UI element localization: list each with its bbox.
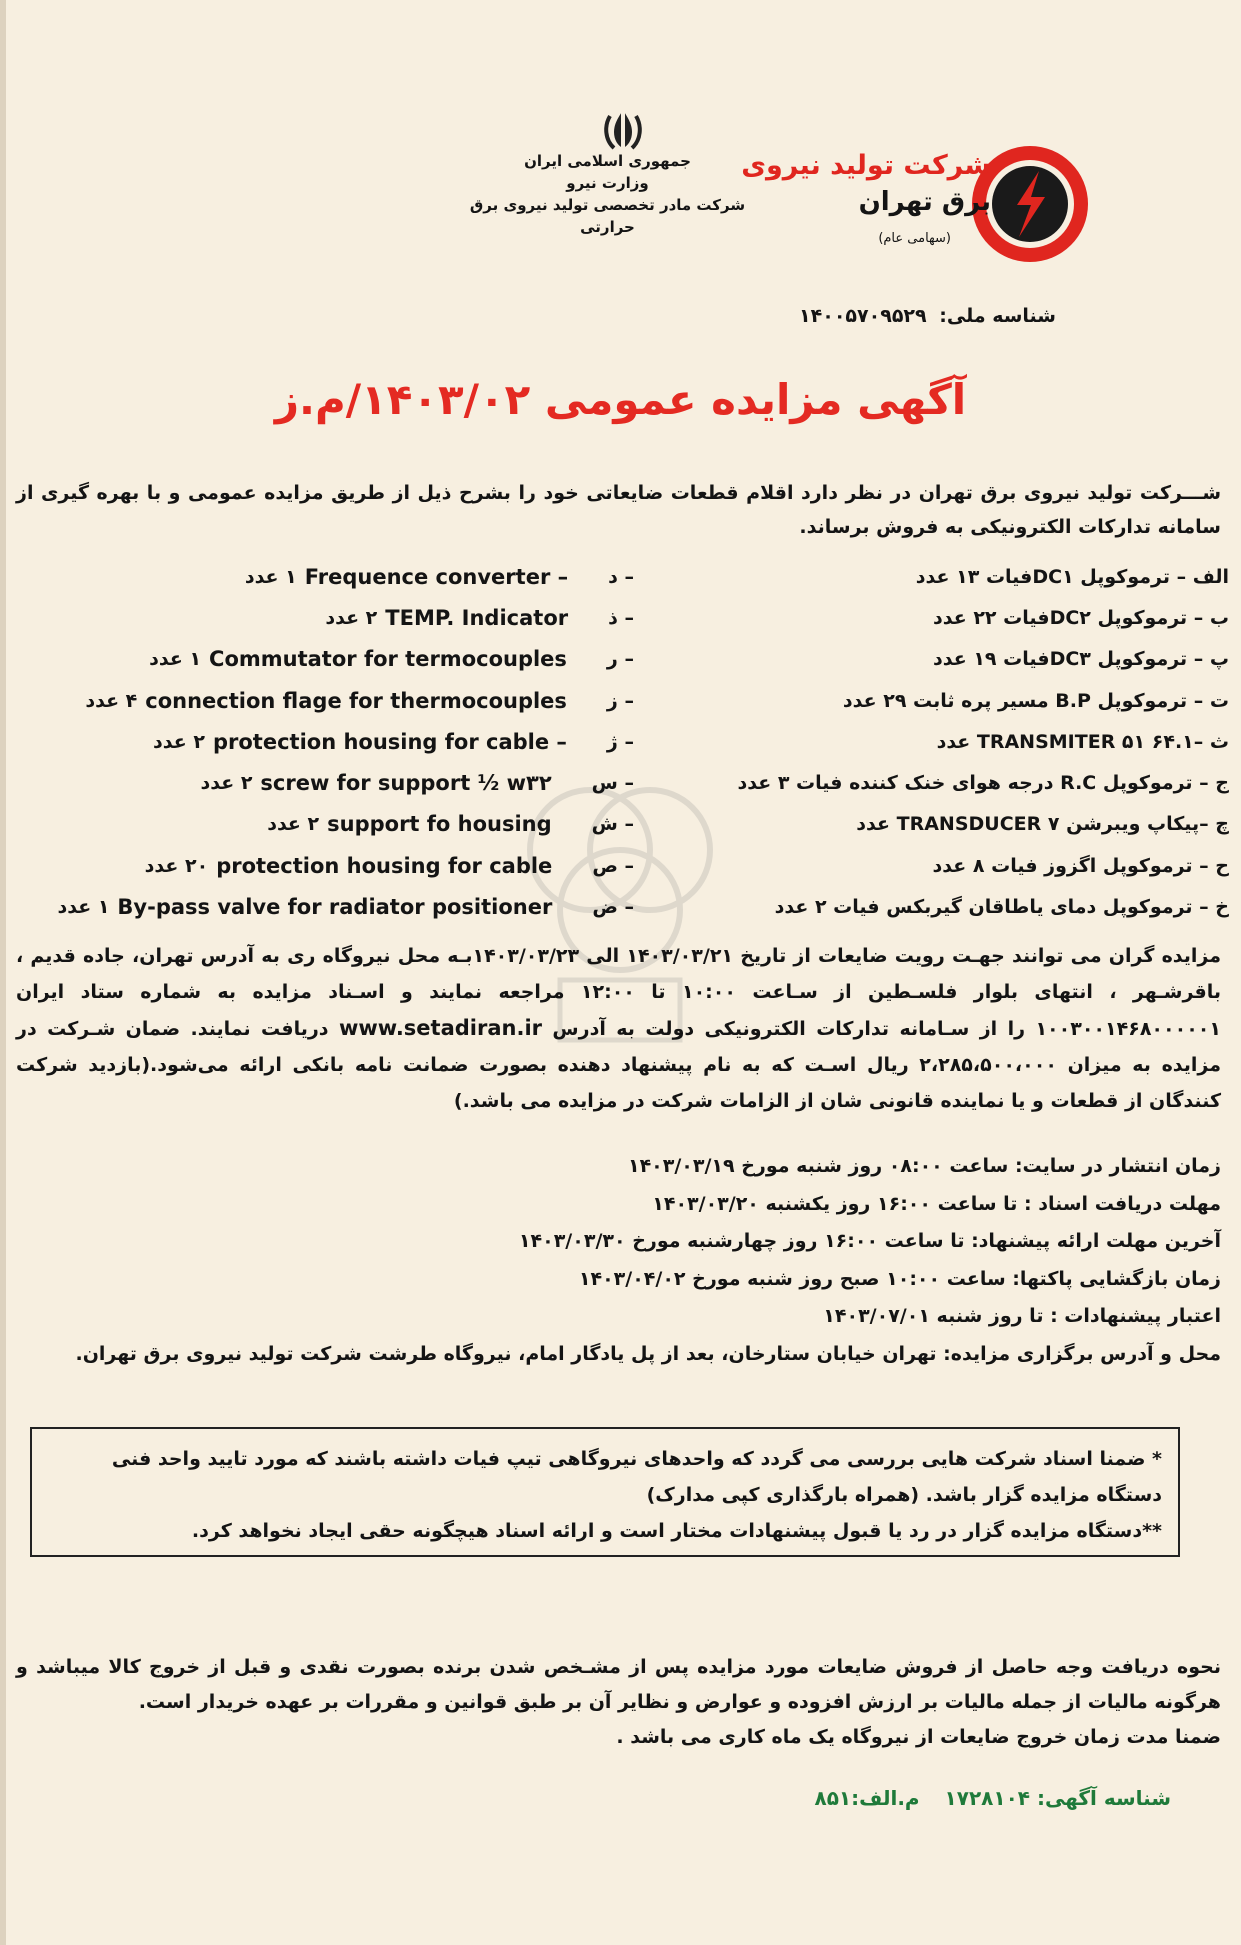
list-item: ب – ترموکوپل DC۲فیات ۲۲ عدد — [932, 606, 1229, 629]
list-item: پ – ترموکوپل DC۳فیات ۱۹ عدد — [932, 648, 1229, 671]
payment-line: نحوه دریافت وجه حاصل از فروش ضایعات مورد مزایده پس از مشـخص شدن برنده بصورت نقدی و قبل از خروج کالا میباشد و هرگونه مالیات از جمله مالیات بر ارزش افزوده و عوارض و نظایر آن بر طبق قوانین و مقررات بر عهده خریدار است. — [16, 1656, 1221, 1713]
list-item: ث –۶۴.۱ TRANSMITER ۵۱ عدد — [936, 730, 1229, 753]
gov-line1: جمهوری اسلامی ایران — [524, 152, 691, 170]
national-emblem-icon — [600, 106, 646, 152]
ministry-block — [440, 150, 775, 238]
item-letter: ز – — [606, 689, 634, 712]
item-letter: ژ – — [606, 730, 634, 753]
schedule-list — [16, 1148, 1221, 1373]
item-name: protection housing for cable — [216, 853, 553, 878]
item-qty: ۱ عدد — [149, 648, 202, 671]
ad-id-code: م.الف:۸۵۱ — [814, 1786, 920, 1810]
items-list-english — [14, 556, 634, 928]
list-item: الف – ترموکوپل DC۱فیات ۱۳ عدد — [915, 565, 1229, 588]
item-qty: ۱ عدد — [244, 565, 297, 588]
schedule-docs-deadline: مهلت دریافت اسناد : تا ساعت ۱۶:۰۰ روز یکشنبه ۱۴۰۳/۰۳/۲۰ — [652, 1192, 1221, 1215]
schedule-publish: زمان انتشار در سایت: ساعت ۰۸:۰۰ روز شنبه مورخ ۱۴۰۳/۰۳/۱۹ — [627, 1155, 1221, 1177]
item-name: Commutator for termocouples — [209, 647, 567, 672]
note-item: * ضمنا اسناد شرکت هایی بررسی می گردد که واحدهای نیروگاهی تیپ فیات داشته باشند که مورد تایید واحد فنی دستگاه مزایده گزار باشد. (همراه بارگذاری کپی مدارک) — [111, 1448, 1162, 1506]
list-item — [14, 639, 634, 680]
setadiran-link[interactable]: www.setadiran.ir — [338, 1016, 542, 1040]
list-item — [14, 886, 634, 927]
intro-paragraph: شـــرکت تولید نیروی برق تهران در نظر دارد اقلام قطعات ضایعاتی خود را بشرح ذیل از طریق مزایده عمومی و با بهره گیری از سامانه تدارکات الکترونیکی به فروش برساند. — [16, 482, 1221, 538]
payment-terms — [16, 1650, 1221, 1755]
item-name: By-pass valve for radiator positioner — [117, 895, 553, 920]
item-name: TEMP. Indicator — [385, 605, 569, 630]
list-item — [14, 597, 634, 638]
item-qty: ۴ عدد — [85, 689, 138, 712]
item-letter: س – — [591, 772, 634, 795]
company-type: (سهامی عام) — [878, 231, 951, 246]
item-letter: د – — [608, 565, 634, 588]
list-item: خ – ترموکوپل دمای یاطاقان گیربکس فیات ۲ عدد — [774, 896, 1229, 919]
details-text-part2: دریافت نمایند. ضمان شـرکت در مزایده به میزان ۲،۲۸۵،۵۰۰،۰۰۰ ریال اسـت که به نام پیشنهاد دهنده بصورت ضمانت نامه بانکی ارائه می‌شود.(بازدید شرکت کنندگان از قطعات و یا نماینده قانونی شان از الزامات شرکت در مزایده می باشد.) — [16, 1018, 1221, 1112]
schedule-validity: اعتبار پیشنهادات : تا روز شنبه ۱۴۰۳/۰۷/۰۱ — [823, 1305, 1221, 1327]
item-qty: ۲ عدد — [153, 730, 205, 753]
details-paragraph — [16, 938, 1221, 1119]
list-item: ج – ترموکوپل R.C درجه هوای خنک کننده فیات ۳ عدد — [737, 772, 1229, 795]
notes-box — [30, 1427, 1180, 1557]
company-name-line2: برق تهران — [858, 187, 991, 217]
list-item — [14, 721, 634, 762]
ad-id-label: شناسه آگهی: ۱۷۲۸۱۰۴ — [944, 1786, 1171, 1810]
item-letter: ذ – — [608, 606, 634, 629]
item-name: screw for support ½ w۳۲ — [260, 771, 552, 796]
schedule-opening: زمان بازگشایی پاکتها: ساعت ۱۰:۰۰ صبح روز شنبه مورخ ۱۴۰۳/۰۴/۰۲ — [578, 1267, 1221, 1290]
list-item — [14, 845, 634, 886]
item-qty: ۲۰ عدد — [144, 854, 209, 877]
auction-address: محل و آدرس برگزاری مزایده: تهران خیابان ستارخان، بعد از پل یادگار امام، نیروگاه طرشت شرکت تولید نیروی برق تهران. — [75, 1342, 1221, 1365]
list-item: ت – ترموکوپل B.P مسیر پره ثابت ۲۹ عدد — [842, 689, 1229, 712]
gov-line2: وزارت نیرو — [566, 174, 649, 192]
item-qty: ۲ عدد — [200, 772, 253, 795]
item-name: support fo housing — [327, 812, 552, 837]
list-item — [14, 556, 634, 597]
national-id-value: ۱۴۰۰۵۷۰۹۵۲۹ — [799, 305, 927, 327]
gov-line3: شرکت مادر تخصصی تولید نیروی برق حرارتی — [469, 196, 746, 236]
item-qty: ۱ عدد — [57, 896, 110, 919]
note-item: **دستگاه مزایده گزار در رد یا قبول پیشنهادات مختار است و ارائه اسناد هیچگونه حقی ایجاد نخواهد کرد. — [191, 1520, 1162, 1542]
list-item — [14, 762, 634, 803]
national-id-label: شناسه ملی: — [939, 305, 1056, 327]
item-qty: ۲ عدد — [267, 813, 320, 836]
item-name: Frequence converter – — [304, 564, 569, 589]
item-letter: ص – — [592, 854, 634, 877]
item-letter: ر – — [606, 648, 634, 671]
list-item — [14, 680, 634, 721]
list-item: چ –پیکاپ ویبرشن TRANSDUCER ۷ عدد — [856, 813, 1229, 836]
ad-identifier — [815, 1786, 1171, 1810]
schedule-bid-deadline: آخرین مهلت ارائه پیشنهاد: تا ساعت ۱۶:۰۰ روز چهارشنبه مورخ ۱۴۰۳/۰۳/۳۰ — [518, 1230, 1221, 1252]
national-id — [799, 305, 1056, 327]
company-name-line1: شرکت تولید نیروی — [741, 150, 991, 181]
item-letter: ض – — [592, 896, 634, 919]
item-name: connection flage for thermocouples — [145, 688, 567, 713]
item-qty: ۲ عدد — [325, 606, 378, 629]
item-name: protection housing for cable – — [212, 729, 567, 754]
details-text-part1: مزایده گران می توانند جهـت رویت ضایعات از تاریخ ۱۴۰۳/۰۳/۲۱ الی ۱۴۰۳/۰۳/۲۳بـه محل نیروگاه ری به آدرس تهران، جاده قدیم ، باقرشـهر ، انتهای بلوار فلسـطین از سـاعت ۱۰:۰۰ تا ۱۲:۰۰ مراجعه نمایند و اسـناد مزایده به شماره ستاد ایران ۱۰۰۳۰۰۱۴۶۸۰۰۰۰۰۱ را از سـامانه تدارکات الکترونیکی دولت به آدرس — [16, 945, 1221, 1040]
item-letter: ش – — [591, 813, 634, 836]
payment-line: ضمنا مدت زمان خروج ضایعات از نیروگاه یک ماه کاری می باشد . — [616, 1726, 1221, 1748]
list-item: ح – ترموکوپل اگزوز فیات ۸ عدد — [932, 854, 1229, 877]
notice-title: آگهی مزایده عمومی ۱۴۰۳/۰۲/م.ز — [274, 375, 967, 424]
list-item — [14, 804, 634, 845]
items-list-persian — [629, 556, 1229, 928]
